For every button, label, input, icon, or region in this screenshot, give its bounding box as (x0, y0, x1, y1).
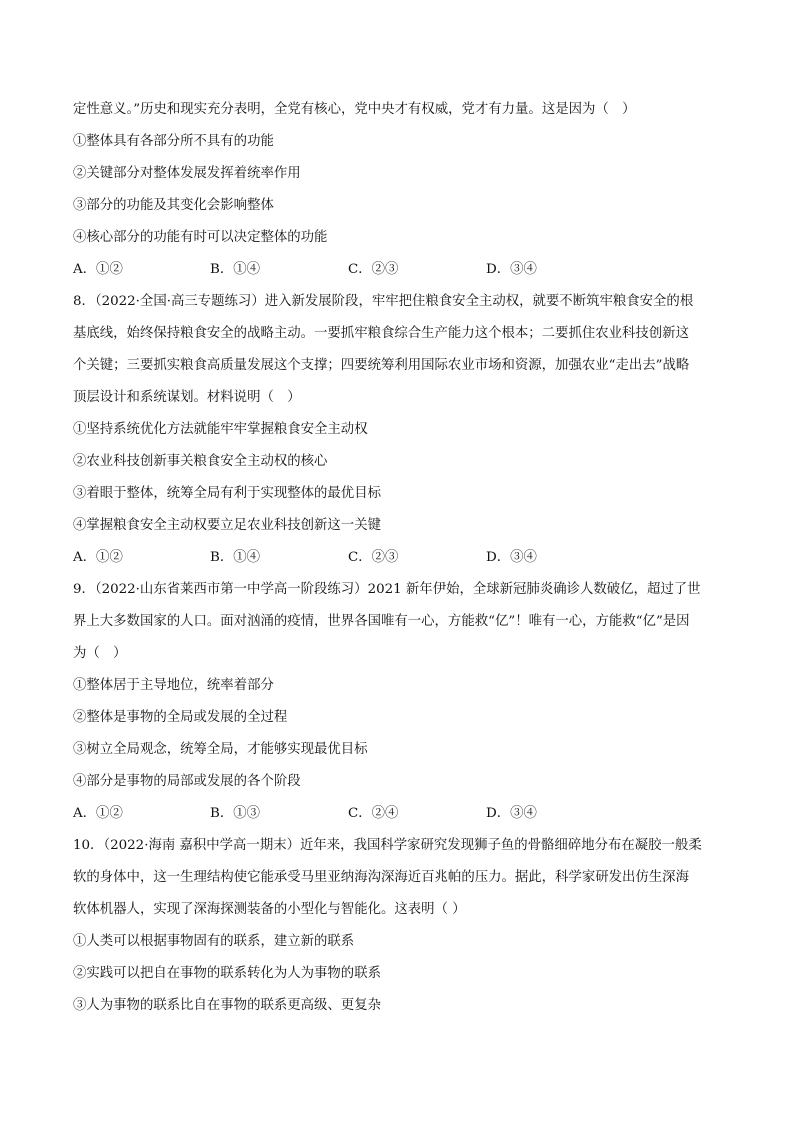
q7-option-a[interactable]: A．①② (73, 262, 123, 277)
q9-stem-line-1: 9．（2022·山东省莱西市第一中学高一阶段练习）2021 新年伊始，全球新冠肺炎确诊人数破亿，超过了世 (73, 582, 701, 597)
q10-statement-1: ①人类可以根据事物固有的联系，建立新的联系 (73, 934, 355, 949)
q7-option-d[interactable]: D．③④ (486, 262, 537, 277)
q7-statement-1: ①整体具有各部分所不具有的功能 (73, 134, 274, 149)
q9-option-b[interactable]: B．①③ (210, 806, 261, 821)
q10-statement-2: ②实践可以把自在事物的联系转化为人为事物的联系 (73, 966, 381, 981)
q8-stem-line-3: 个关键；三要抓实粮食高质量发展这个支撑；四要统筹利用国际农业市场和资源，加强农业“走出去”战略 (73, 358, 690, 373)
q8-option-a[interactable]: A．①② (73, 550, 123, 565)
q10-stem-line-2: 软的身体中，这一生理结构使它能承受马里亚纳海沟深海近百兆帕的压力。据此，科学家研发出仿生深海 (73, 870, 689, 885)
q7-option-b[interactable]: B．①④ (210, 262, 261, 277)
q7-statement-2: ②关键部分对整体发展发挥着统率作用 (73, 166, 301, 181)
q9-stem-line-3: 为（ ） (73, 646, 127, 661)
q7-option-c[interactable]: C．②③ (348, 262, 399, 277)
q10-statement-3: ③人为事物的联系比自在事物的联系更高级、更复杂 (73, 998, 381, 1013)
q8-option-d[interactable]: D．③④ (486, 550, 537, 565)
q8-statement-4: ④掌握粮食安全主动权要立足农业科技创新这一关键 (73, 518, 381, 533)
q9-option-c[interactable]: C．②④ (348, 806, 399, 821)
q8-statement-2: ②农业科技创新事关粮食安全主动权的核心 (73, 454, 328, 469)
q8-option-c[interactable]: C．②③ (348, 550, 399, 565)
q8-statement-1: ①坚持系统优化方法就能牢牢掌握粮食安全主动权 (73, 422, 368, 437)
q10-stem-line-3: 软体机器人，实现了深海探测装备的小型化与智能化。这表明（ ） (73, 902, 466, 917)
q7-stem-tail: 定性意义。”历史和现实充分表明，全党有核心，党中央才有权威，党才有力量。这是因为（ ） (73, 102, 636, 117)
q8-option-b[interactable]: B．①④ (210, 550, 261, 565)
q9-stem-line-2: 界上大多数国家的人口。面对汹涌的疫情，世界各国唯有一心，方能救“亿”！唯有一心，方能救“亿”是因 (73, 614, 690, 629)
q7-statement-3: ③部分的功能及其变化会影响整体 (73, 198, 274, 213)
q10-stem-line-1: 10．（2022·海南 嘉积中学高一期末）近年来，我国科学家研究发现狮子鱼的骨骼细碎地分布在凝胶一般柔 (73, 838, 702, 853)
q8-stem-line-1: 8．（2022·全国·高三专题练习）进入新发展阶段，牢牢把住粮食安全主动权，就要不断筑牢粮食安全的根 (73, 294, 694, 309)
q9-option-d[interactable]: D．③④ (486, 806, 537, 821)
q8-statement-3: ③着眼于整体，统筹全局有利于实现整体的最优目标 (73, 486, 381, 501)
q9-option-a[interactable]: A．①② (73, 806, 123, 821)
q9-statement-4: ④部分是事物的局部或发展的各个阶段 (73, 774, 301, 789)
q8-stem-line-4: 顶层设计和系统谋划。材料说明（ ） (73, 390, 301, 405)
q9-statement-1: ①整体居于主导地位，统率着部分 (73, 678, 274, 693)
q7-statement-4: ④核心部分的功能有时可以决定整体的功能 (73, 230, 328, 245)
q8-stem-line-2: 基底线，始终保持粮食安全的战略主动。一要抓牢粮食综合生产能力这个根本；二要抓住农业科技创新这 (73, 326, 689, 341)
q9-statement-3: ③树立全局观念，统筹全局，才能够实现最优目标 (73, 742, 368, 757)
q9-statement-2: ②整体是事物的全局或发展的全过程 (73, 710, 288, 725)
